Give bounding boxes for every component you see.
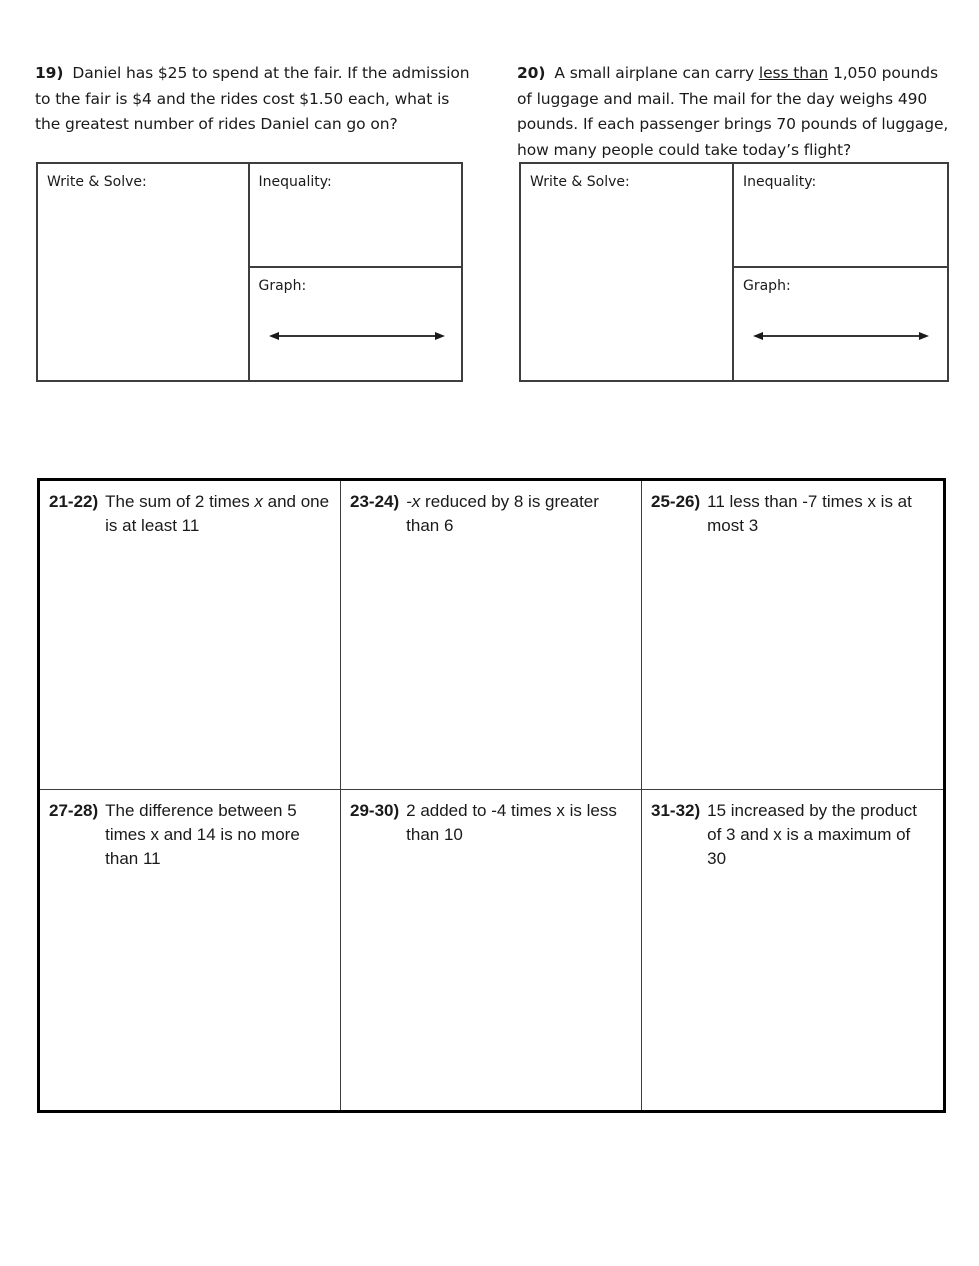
problem-21-22-number: 21-22)	[49, 492, 99, 511]
number-line-arrow-icon	[753, 330, 929, 342]
problem-19-body: Daniel has $25 to spend at the fair. If the admission to the fair is $4 and the rides cost $1.50 each, what is the greatest number of rides Daniel can go on?	[35, 64, 470, 133]
text-part: 11 less than -7 times x is at most 3	[707, 492, 912, 535]
text-part: and one is at least 11	[105, 492, 330, 535]
problem-21-22-text	[105, 490, 331, 538]
worktable-problem-20	[519, 162, 949, 382]
inequality-label: Inequality:	[258, 174, 332, 190]
problem-20-text	[517, 61, 957, 163]
grid-cell-27-28[interactable]	[40, 790, 341, 1110]
text-part: 2 added to -4 times x is less than 10	[406, 801, 617, 844]
grid-cell-29-30[interactable]	[341, 790, 642, 1110]
write-solve-cell[interactable]	[38, 164, 250, 380]
problem-25-26-number: 25-26)	[651, 492, 701, 511]
inequality-cell[interactable]	[250, 164, 462, 268]
text-part: 15 increased by the product of 3 and x is a maximum of 30	[707, 801, 917, 868]
worktable-right-column	[734, 164, 947, 380]
graph-label: Graph:	[743, 278, 791, 294]
problem-25-26-text	[707, 490, 933, 538]
text-part: reduced by 8 is greater than 6	[406, 492, 599, 535]
problem-23-24-number: 23-24)	[350, 492, 400, 511]
grid-cell-23-24[interactable]	[341, 481, 642, 790]
problem-19-text	[35, 61, 473, 138]
problem-20-underlined-phrase: less than	[758, 64, 829, 82]
problem-27-28-number: 27-28)	[49, 801, 99, 820]
text-part: The sum of 2 times	[105, 492, 255, 511]
italic-variable: -x	[406, 492, 421, 511]
graph-label: Graph:	[258, 278, 307, 294]
problem-27-28-text	[105, 799, 331, 871]
problem-23-24-text	[406, 490, 632, 538]
number-line-arrow-icon	[269, 330, 445, 342]
problem-19-number: 19)	[35, 64, 64, 82]
graph-cell[interactable]	[734, 268, 947, 380]
write-solve-label: Write & Solve:	[530, 174, 630, 190]
problem-29-30-number: 29-30)	[350, 801, 400, 820]
problem-20-body-after: 1,050 pounds of luggage and mail. The mail for the day weighs 490 pounds. If each passenger brings 70 pounds of luggage, how many people could take today’s flight?	[517, 64, 949, 159]
problem-20-body-before: A small airplane can carry	[554, 64, 759, 82]
write-solve-cell[interactable]	[521, 164, 734, 380]
worktable-problem-19	[36, 162, 463, 382]
problem-31-32-text	[707, 799, 933, 871]
graph-cell[interactable]	[250, 268, 462, 380]
inequality-cell[interactable]	[734, 164, 947, 268]
grid-cell-31-32[interactable]	[642, 790, 943, 1110]
italic-variable: x	[254, 492, 263, 511]
text-part: The difference between 5 times x and 14 is no more than 11	[105, 801, 300, 868]
problems-grid	[37, 478, 946, 1113]
problem-31-32-number: 31-32)	[651, 801, 701, 820]
worktable-right-column	[250, 164, 462, 380]
inequality-label: Inequality:	[743, 174, 817, 190]
problem-29-30-text	[406, 799, 632, 847]
grid-cell-25-26[interactable]	[642, 481, 943, 790]
problem-20-number: 20)	[517, 64, 546, 82]
write-solve-label: Write & Solve:	[47, 174, 147, 190]
grid-cell-21-22[interactable]	[40, 481, 341, 790]
